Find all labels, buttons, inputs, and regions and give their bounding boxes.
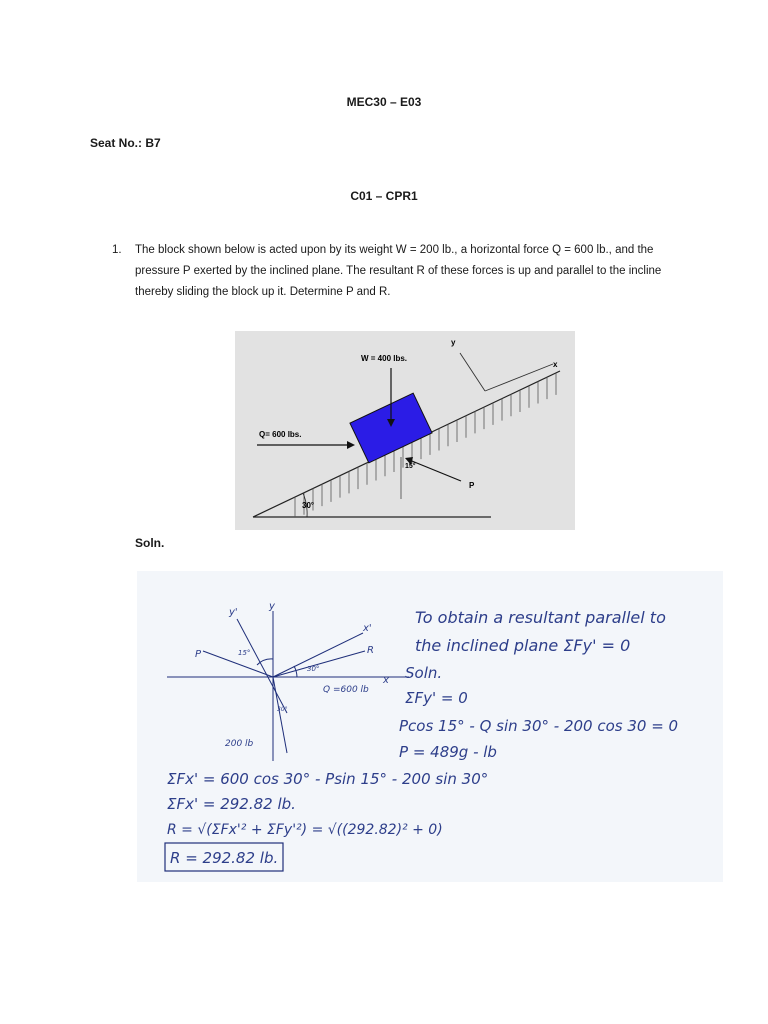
handwritten-solution-svg [137, 571, 723, 882]
weight-label: W = 400 lbs. [361, 354, 408, 363]
fbd-y-label: y [269, 601, 275, 612]
fbd-angle-30b: 30° [277, 706, 288, 713]
fbd-angle-30: 30° [307, 665, 320, 673]
fbd-weight [273, 677, 287, 753]
fbd-q-label: Q =600 lb [323, 685, 369, 695]
angle-15-label: 15° [405, 463, 416, 470]
fbd-weight-label: 200 lb [225, 739, 254, 749]
force-q-label: Q= 600 lbs. [259, 430, 302, 439]
solution-line-1: To obtain a resultant parallel to [415, 608, 666, 627]
solution-line-8: ΣFx' = 292.82 lb. [167, 795, 296, 813]
solution-line-3: Soln. [405, 664, 443, 682]
solution-line-2: the inclined plane ΣFy' = 0 [415, 636, 631, 655]
free-body-diagram [167, 611, 409, 761]
fbd-p-label: P [195, 649, 202, 660]
fbd-x-prime-label: x' [363, 623, 372, 634]
fbd-angle-15: 15° [238, 649, 251, 657]
fbd-x-label: x [383, 675, 389, 686]
fbd-y-prime-label: y' [229, 607, 238, 618]
problem-text: The block shown below is acted upon by its weight W = 200 lb., a horizontal force Q = 600 lb., and the pressure P exerted by the inclined plane. The resultant R of these forces is up and parallel to the incline thereby sliding the block up it. Determine P and R. [135, 244, 662, 298]
section-code: C01 – CPR1 [350, 189, 418, 203]
solution-line-10: R = 292.82 lb. [170, 849, 279, 867]
y-axis-line [460, 353, 485, 391]
angle-30-label: 30° [302, 501, 315, 510]
force-p-label: P [469, 481, 475, 490]
force-q-arrowhead [347, 441, 355, 449]
fbd-r-label: R [367, 645, 374, 656]
solution-line-9: R = √(ΣFx'² + ΣFy'²) = √((292.82)² + 0) [167, 822, 443, 838]
solution-line-6: P = 489g - lb [399, 743, 497, 761]
solution-line-7: ΣFx' = 600 cos 30° - Psin 15° - 200 sin 30° [167, 770, 489, 788]
problem-statement [112, 240, 692, 303]
axis-x-label: x [553, 360, 558, 369]
handwritten-solution [137, 571, 723, 882]
problem-number: 1. [112, 244, 122, 256]
incline-diagram-svg [235, 331, 575, 530]
axis-y-label: y [451, 338, 456, 347]
x-axis-line [485, 364, 553, 391]
solution-line-4: ΣFy' = 0 [405, 689, 468, 707]
solution-label: Soln. [135, 536, 165, 550]
seat-number: Seat No.: B7 [90, 136, 161, 150]
fbd-arc-30 [294, 666, 297, 677]
incline-diagram [235, 331, 575, 530]
solution-line-5: Pcos 15° - Q sin 30° - 200 cos 30 = 0 [399, 717, 679, 735]
course-code: MEC30 – E03 [346, 95, 422, 109]
